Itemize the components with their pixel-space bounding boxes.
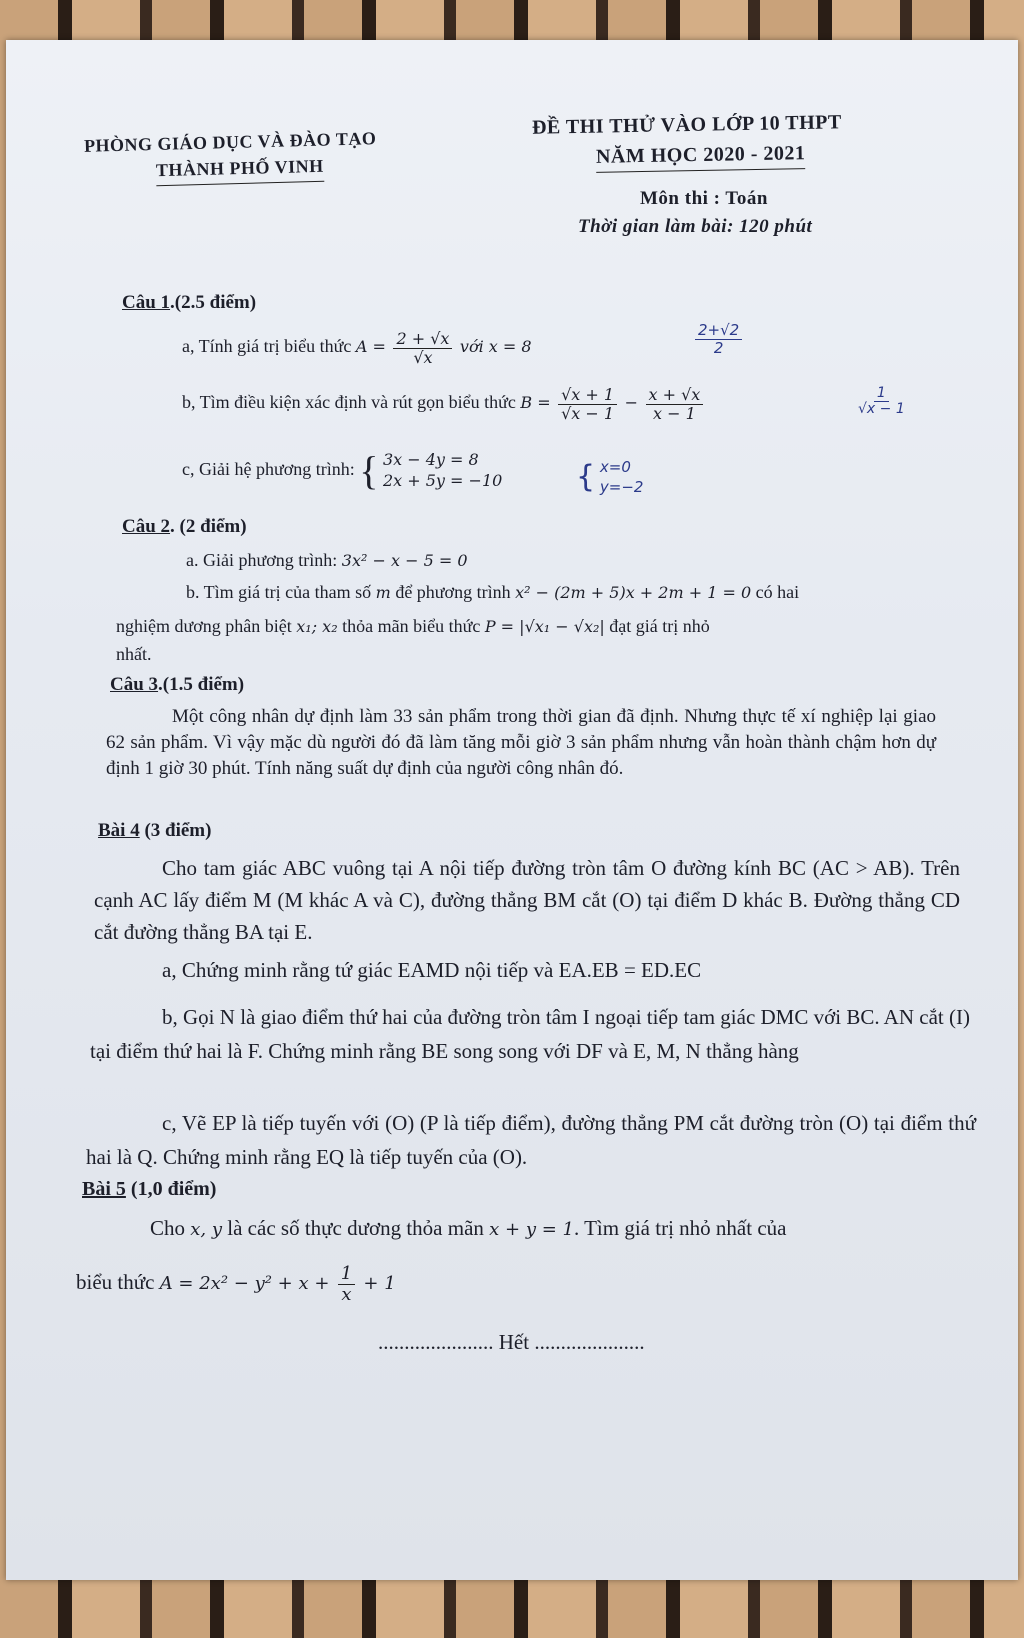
q5-fraction bbox=[338, 1264, 355, 1305]
question-1-title bbox=[122, 292, 256, 314]
header-city bbox=[156, 156, 324, 186]
q4-intro-text: Cho tam giác ABC vuông tại A nội tiếp đường tròn tâm O đường kính BC (AC > AB). Trên cạnh AC lấy điểm M (M khác A và C), đường thẳng BM cắt (O) tại điểm D khác B. Đường thẳng CD cắt đường thẳng BA tại E. bbox=[94, 856, 960, 944]
hand-1c-x: x=0 bbox=[599, 458, 631, 476]
q1c-system bbox=[383, 450, 502, 492]
q4-number: Bài 4 bbox=[98, 820, 140, 841]
q2b-line2-text3: đạt giá trị nhỏ bbox=[609, 616, 710, 636]
question-3-body bbox=[106, 704, 936, 782]
question-2b-line1 bbox=[186, 582, 799, 603]
q1b-lhs: B = bbox=[520, 393, 551, 413]
q1a-denominator: √x bbox=[413, 347, 433, 367]
q5-expression-2: + 1 bbox=[363, 1273, 396, 1295]
hand-1c-y: y=−2 bbox=[599, 477, 644, 496]
q2b-vars: x₁; x₂ bbox=[296, 617, 338, 636]
q5-frac-num: 1 bbox=[338, 1264, 355, 1285]
q2b-text2: để phương trình bbox=[395, 582, 511, 602]
q5-number: Bài 5 bbox=[82, 1178, 126, 1200]
q1c-eq1: 3x − 4y = 8 bbox=[382, 450, 479, 469]
q1-number: Câu 1 bbox=[122, 292, 171, 313]
q1a-condition: với x = 8 bbox=[459, 337, 532, 357]
q1b-fraction-2 bbox=[646, 386, 704, 422]
subject-text: Môn thi : Toán bbox=[640, 188, 768, 209]
question-4a bbox=[94, 954, 960, 986]
q5-condition: x + y = 1 bbox=[489, 1219, 574, 1240]
q1a-numerator: 2 + √x bbox=[393, 330, 452, 349]
q1a-fraction bbox=[393, 330, 452, 366]
q2b-text1: b. Tìm giá trị của tham số bbox=[186, 582, 372, 602]
question-2b-line2 bbox=[116, 616, 710, 637]
header-department bbox=[84, 128, 377, 157]
question-4-intro bbox=[94, 852, 960, 948]
question-2a bbox=[186, 550, 468, 571]
q1b-num2: x + √x bbox=[646, 386, 704, 405]
q2b-text3: có hai bbox=[755, 582, 800, 602]
q3-number: Câu 3 bbox=[110, 674, 159, 695]
q5-line1-text-b: là các số thực dương thỏa mãn bbox=[227, 1216, 484, 1240]
q3-points: .(1.5 điểm) bbox=[158, 674, 245, 695]
question-3-title bbox=[110, 674, 244, 696]
end-text: Hết bbox=[498, 1330, 530, 1354]
q3-body-text: Một công nhân dự định làm 33 sản phẩm trong thời gian đã định. Nhưng thực tế xí nghiệp lại giao 62 sản phẩm. Vì vậy mặc dù người đó đã làm tăng mỗi giờ 3 sản phẩm nhưng vẫn hoàn thành chậm hơn dự định 1 giờ 30 phút. Tính năng suất dự định của người công nhân đó. bbox=[106, 706, 936, 779]
q1c-text: c, Giải hệ phương trình: bbox=[182, 458, 355, 479]
question-4-title bbox=[98, 820, 211, 842]
q1a-text: a, Tính giá trị biểu thức bbox=[182, 336, 352, 357]
question-5-title bbox=[82, 1178, 216, 1201]
q1c-eq2: 2x + 5y = −10 bbox=[382, 470, 503, 490]
header-school-year bbox=[596, 142, 806, 173]
q4c-text: c, Vẽ EP là tiếp tuyến với (O) (P là tiếp điểm), đường thẳng PM cắt đường tròn (O) tại điểm thứ hai là Q. Chứng minh rằng EQ là tiếp tuyến của (O). bbox=[86, 1111, 976, 1169]
question-1c bbox=[182, 447, 503, 493]
q5-line1-text-a: Cho bbox=[150, 1216, 186, 1240]
question-1b bbox=[182, 386, 706, 422]
header-time bbox=[578, 216, 812, 238]
q5-points: (1,0 điểm) bbox=[125, 1178, 217, 1200]
school-year-text: NĂM HỌC 2020 - 2021 bbox=[595, 142, 806, 168]
header-exam-title bbox=[532, 111, 842, 139]
question-5-line1 bbox=[150, 1216, 786, 1241]
q1b-minus: − bbox=[624, 393, 638, 413]
q1b-den1: √x − 1 bbox=[561, 403, 615, 423]
handwritten-answer-1b bbox=[852, 386, 911, 418]
q2b-line3-text: nhất. bbox=[116, 644, 152, 664]
header-city-text: THÀNH PHỐ VINH bbox=[155, 155, 324, 181]
q1b-num1: √x + 1 bbox=[558, 386, 617, 405]
exam-title-text: ĐỀ THI THỬ VÀO LỚP 10 THPT bbox=[531, 111, 842, 139]
q1b-fraction-1 bbox=[558, 386, 617, 422]
q5-frac-den: x bbox=[341, 1283, 352, 1305]
end-dots-right: ..................... bbox=[534, 1330, 645, 1354]
q5-vars: x, y bbox=[190, 1219, 223, 1240]
time-text: Thời gian làm bài: 120 phút bbox=[578, 216, 813, 237]
end-marker bbox=[378, 1330, 645, 1355]
handwritten-answer-1c: { x=0 y=−2 bbox=[576, 458, 644, 496]
question-2b-line3 bbox=[116, 644, 152, 665]
exam-paper bbox=[6, 40, 1018, 1580]
q1a-lhs: A = bbox=[355, 337, 386, 357]
q5-line2-text: biểu thức bbox=[76, 1270, 155, 1295]
question-4b bbox=[90, 1000, 970, 1068]
question-1a bbox=[182, 330, 532, 366]
q2a-text: a. Giải phương trình: bbox=[186, 550, 338, 570]
end-dots-left: ...................... bbox=[378, 1330, 494, 1354]
q5-line1-text-c: . Tìm giá trị nhỏ nhất của bbox=[573, 1216, 787, 1240]
q4b-text: b, Gọi N là giao điểm thứ hai của đường tròn tâm I ngoại tiếp tam giác DMC với BC. AN cắt (I) tại điểm thứ hai là F. Chứng minh rằng BE song song với DF và E, M, N thẳng hàng bbox=[90, 1005, 970, 1063]
system-brace: { bbox=[359, 447, 379, 493]
q2b-expression: P = |√x₁ − √x₂| bbox=[484, 617, 605, 636]
q1b-text: b, Tìm điều kiện xác định và rút gọn biểu thức bbox=[182, 392, 516, 413]
q2b-equation: x² − (2m + 5)x + 2m + 1 = 0 bbox=[515, 583, 752, 602]
q2-number: Câu 2 bbox=[122, 516, 171, 537]
handwritten-answer-1a bbox=[692, 322, 745, 356]
header-subject bbox=[640, 188, 768, 210]
q4-points: (3 điểm) bbox=[139, 820, 212, 841]
hand-1b-num: 1 bbox=[874, 386, 889, 402]
question-2-title bbox=[122, 516, 247, 538]
q5-expression-1: A = 2x² − y² + x + bbox=[159, 1273, 330, 1295]
q2a-equation: 3x² − x − 5 = 0 bbox=[341, 551, 468, 570]
question-4c bbox=[86, 1106, 976, 1174]
question-5-line2 bbox=[76, 1264, 396, 1305]
q2b-line2-text1: nghiệm dương phân biệt bbox=[116, 616, 292, 636]
q2-points: . (2 điểm) bbox=[170, 516, 247, 537]
q4a-text: a, Chứng minh rằng tứ giác EAMD nội tiếp và EA.EB = ED.EC bbox=[162, 958, 702, 982]
q1b-den2: x − 1 bbox=[653, 403, 696, 423]
hand-1a-num: 2+√2 bbox=[695, 322, 742, 340]
q2b-param: m bbox=[375, 583, 391, 602]
q2b-line2-text2: thỏa mãn biểu thức bbox=[342, 616, 481, 636]
q1-points: .(2.5 điểm) bbox=[170, 292, 257, 313]
header-department-line1: PHÒNG GIÁO DỤC VÀ ĐÀO TẠO bbox=[83, 128, 377, 156]
hand-1a-den: 2 bbox=[713, 338, 724, 357]
hand-1b-den: √x − 1 bbox=[858, 401, 905, 418]
